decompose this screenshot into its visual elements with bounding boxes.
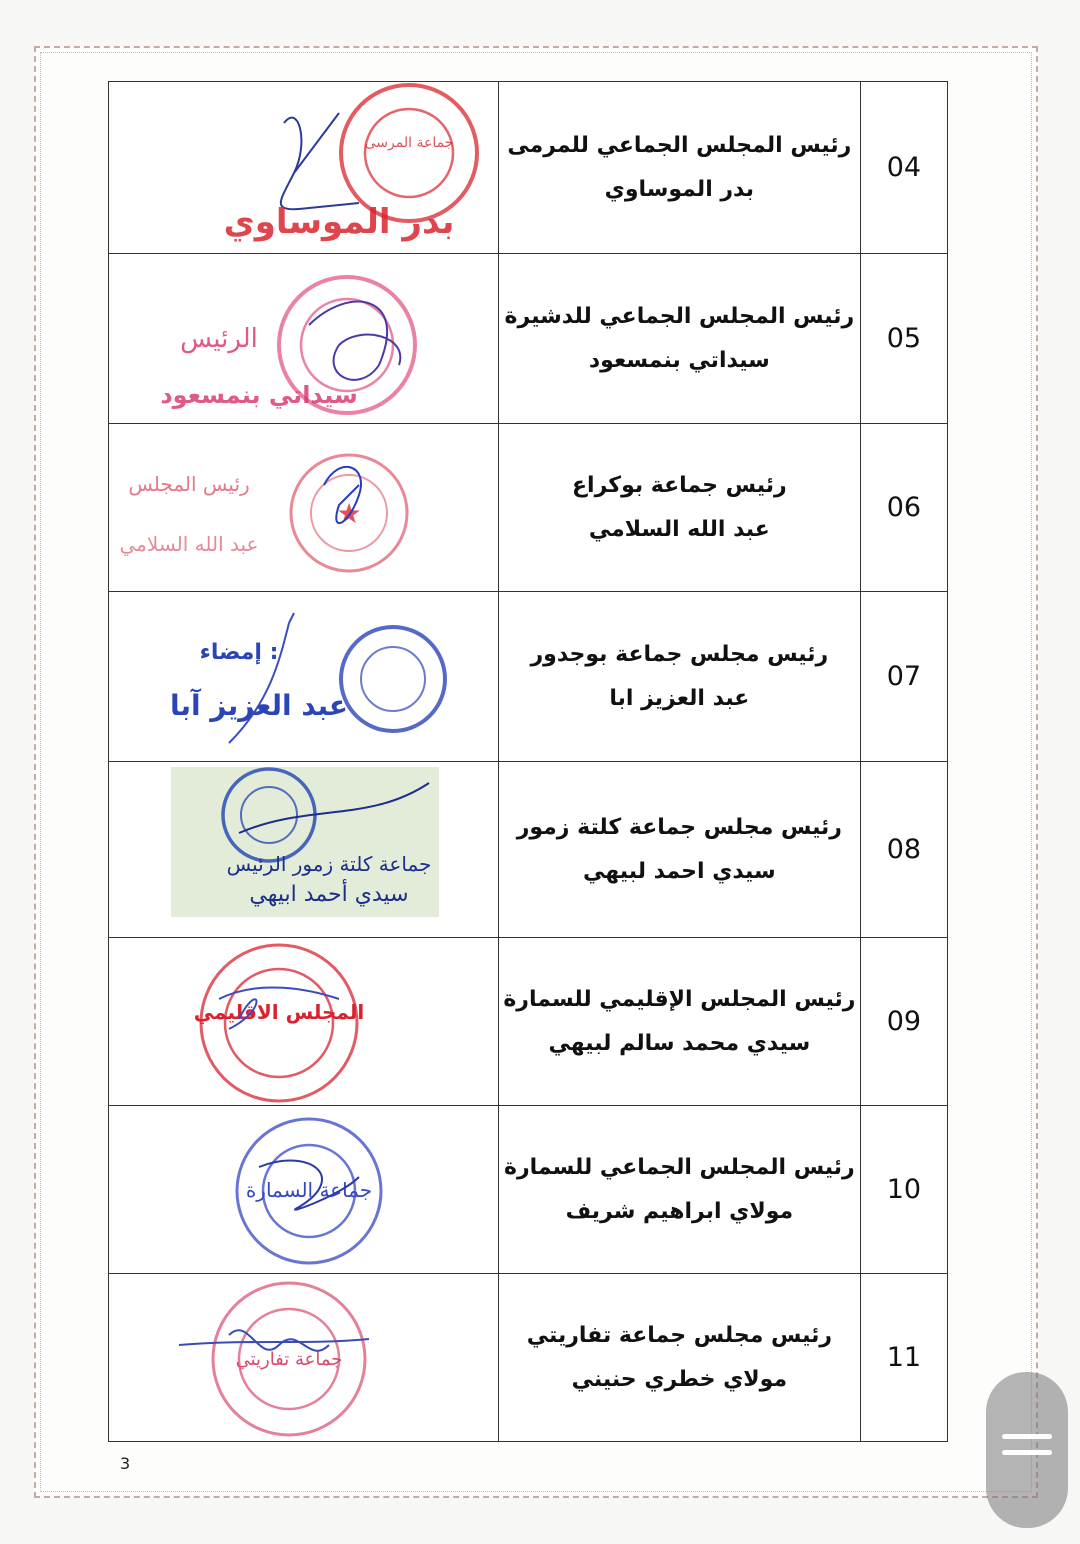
table-row xyxy=(109,424,948,592)
row-number: 11 xyxy=(860,1274,947,1442)
row-number: 06 xyxy=(860,424,947,592)
signature-stamp-cell xyxy=(109,1106,499,1274)
stamp-name-text: عبد الله السلامي xyxy=(119,531,259,556)
role-text: رئيس المجلس الجماعي للسمارة xyxy=(503,1154,855,1180)
stamp-inner-text: إمضاء : xyxy=(199,639,279,665)
table-row xyxy=(109,592,948,762)
signature-stamp-cell xyxy=(109,938,499,1106)
person-name: بدر الموساوي xyxy=(604,176,755,202)
stamp-inner-text: جماعة السمارة xyxy=(245,1177,373,1202)
signature-stamp-cell xyxy=(109,592,499,762)
signature-stamp-cell xyxy=(109,254,499,424)
stamp-name-text: سيداتي بنمسعود xyxy=(160,380,358,409)
table-row xyxy=(109,762,948,938)
role-text: رئيس المجلس الجماعي للمرمى xyxy=(507,132,852,158)
signature-stamp-cell xyxy=(109,1274,499,1442)
stamp-signature-image xyxy=(109,939,497,1105)
stamp-inner-text: رئيس المجلس xyxy=(128,471,250,496)
signature-stamp-cell xyxy=(109,762,499,938)
role-text: رئيس جماعة بوكراع xyxy=(572,472,787,498)
table-row xyxy=(109,938,948,1106)
title-cell xyxy=(498,424,860,592)
person-name: عبد الله السلامي xyxy=(588,516,770,542)
role-text: رئيس مجلس جماعة تفاريتي xyxy=(526,1322,832,1348)
signature-stamp-cell xyxy=(109,82,499,254)
signature-stamp-cell xyxy=(109,424,499,592)
person-name: عبد العزيز ابا xyxy=(609,685,750,711)
title-cell xyxy=(498,762,860,938)
title-cell xyxy=(498,938,860,1106)
title-cell xyxy=(498,254,860,424)
title-cell xyxy=(498,592,860,762)
stamp-signature-image xyxy=(109,1107,497,1273)
table-row xyxy=(109,1274,948,1442)
stamp-name-text: سيدي أحمد ابيهي xyxy=(249,881,409,907)
title-cell xyxy=(498,82,860,254)
row-number: 08 xyxy=(860,762,947,938)
row-number: 09 xyxy=(860,938,947,1106)
person-name: سيداتي بنمسعود xyxy=(588,347,770,373)
star-icon: ★ xyxy=(336,496,362,530)
table-row xyxy=(109,82,948,254)
role-text: رئيس المجلس الإقليمي للسمارة xyxy=(503,986,856,1012)
person-name: مولاي خطري حنيني xyxy=(571,1366,788,1392)
stamp-inner-text: المجلس الاقليمي xyxy=(193,999,365,1024)
row-number: 07 xyxy=(860,592,947,762)
stamp-inner-text: الرئيس xyxy=(180,323,258,354)
role-text: رئيس المجلس الجماعي للدشيرة xyxy=(504,303,855,329)
stamp-inner-text: جماعة كلتة زمور الرئيس xyxy=(226,851,432,876)
stamp-name-text: بدر الموساوي xyxy=(223,201,455,242)
table-row xyxy=(109,1106,948,1274)
stamp-inner-text: جماعة تفاريتي xyxy=(235,1348,343,1370)
floating-menu-button[interactable] xyxy=(986,1372,1068,1528)
role-text: رئيس مجلس جماعة بوجدور xyxy=(530,641,829,667)
stamp-signature-image xyxy=(109,83,497,253)
person-name: مولاي ابراهيم شريف xyxy=(565,1198,794,1224)
stamp-signature-image xyxy=(109,425,497,591)
title-cell xyxy=(498,1274,860,1442)
role-text: رئيس مجلس جماعة كلتة زمور xyxy=(516,814,842,840)
signature-table xyxy=(108,81,948,1442)
row-number: 10 xyxy=(860,1106,947,1274)
stamp-signature-image xyxy=(109,593,497,761)
row-number: 05 xyxy=(860,254,947,424)
title-cell xyxy=(498,1106,860,1274)
stamp-signature-image xyxy=(109,1275,497,1441)
stamp-signature-image xyxy=(109,255,497,423)
stamp-signature-image xyxy=(109,763,497,937)
page-number: 3 xyxy=(120,1454,131,1473)
person-name: سيدي محمد سالم لبيهي xyxy=(548,1030,811,1056)
stamp-inner-text: جماعة المرسى xyxy=(364,134,454,151)
person-name: سيدي احمد لبيهي xyxy=(583,858,776,884)
table-row xyxy=(109,254,948,424)
stamp-name-text: عبد العزيز آبا xyxy=(169,688,349,722)
row-number: 04 xyxy=(860,82,947,254)
